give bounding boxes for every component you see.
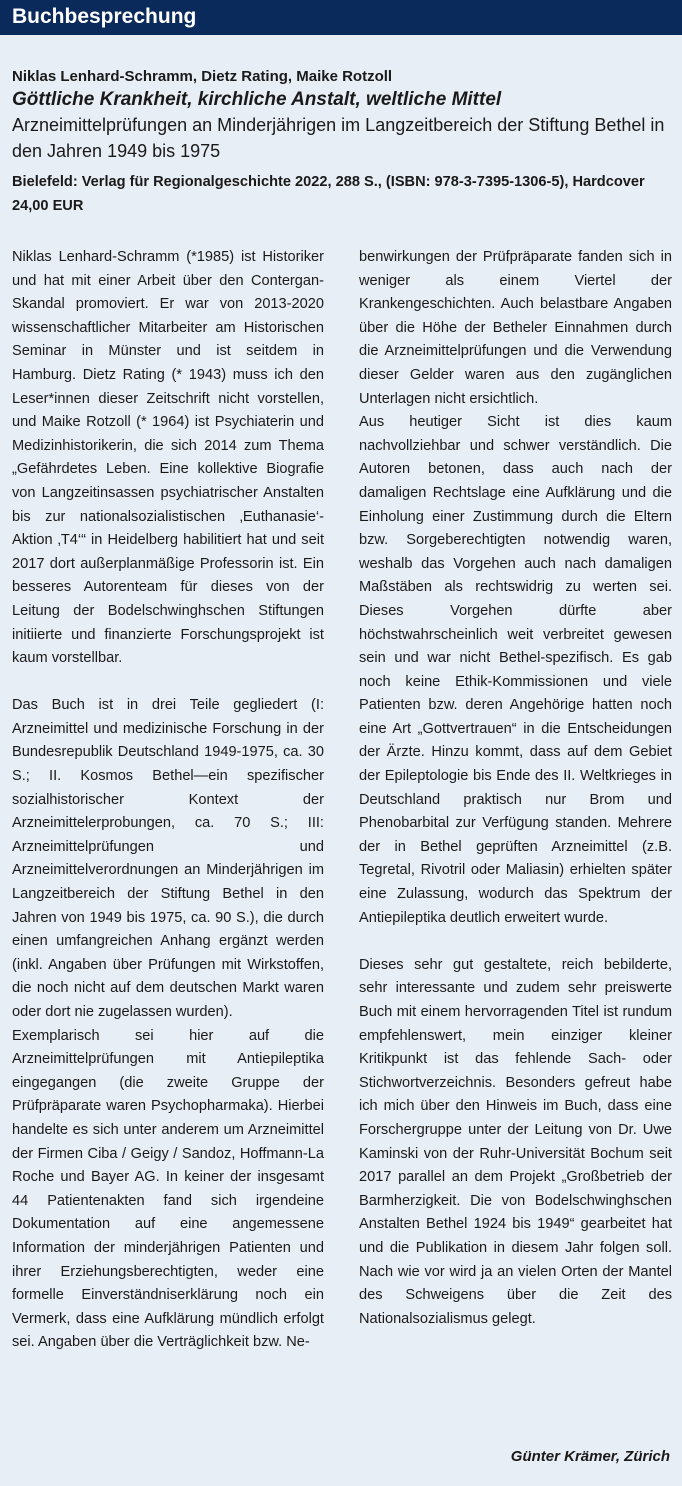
paragraph: Dieses sehr gut gestaltete, reich bebilderte, sehr interessante und zudem sehr preiswerte Buch mit einem hervorragenden Titel ist rundum empfehlenswert, mein einziger kleiner Kritikpunkt ist das fehlende Sach- oder Stichwortverzeichnis. Besonders gefreut habe ich mich über den Hinweis im Buch, dass eine Forschergruppe unter der Leitung von Dr. Uwe Kaminski von der Ruhr-Universität Bochum seit 2017 parallel an dem Projekt „Großbetrieb der Barmherzigkeit. Die von Bodelschwinghschen Anstalten Bethel 1924 bis 1949“ gearbeitet hat und die Publikation in diesem Jahr folgen soll. Nach wie vor wird ja an vielen Orten der Mantel des Schweigens über die Zeit des Nationalsozialismus gelegt. [359, 956, 672, 1327]
text-column-left [12, 246, 324, 1355]
paragraph: Aus heutiger Sicht ist dies kaum nachvollziehbar und schwer verständlich. Die Autoren betonen, dass auch nach der damaligen Rechtslage eine Aufklärung und die Einholung einer Zustimmung durch die Eltern bzw. Sorgeberechtigten notwendig waren, weshalb das Vorgehen auch nach damaligen Maßstäben als rechtswidrig zu werten sei. Dieses Vorgehen dürfte aber höchstwahrscheinlich weit verbreitet gewesen sein und war nicht Bethel-spezifisch. Es gab noch keine Ethik-Kommissionen und viele Patienten bzw. deren Angehörige hatten noch eine Art „Gottvertrauen“ in die Entscheidungen der Ärzte. Hinzu kommt, dass auf dem Gebiet der Epileptologie bis Ende des II. Weltkrieges in Deutschland praktisch nur Brom und Phenobarbital zur Verfügung standen. Mehrere der in Bethel geprüften Arzneimittel (z.B. Tegretal, Rivotril oder Maliasin) erhielten später eine Zulassung, wodurch das Spektrum der Antiepileptika deutlich erweitert wurde. [359, 414, 672, 926]
publication-info: Bielefeld: Verlag für Regionalgeschichte 2022, 288 S., (ISBN: 978-3-7395-1306-5), Hardcover 24,00 EUR [12, 174, 645, 214]
book-info [12, 66, 672, 218]
paragraph: Das Buch ist in drei Teile gegliedert (I: Arzneimittel und medizinische Forschung in der Bundesrepublik Deutschland 1949-1975, ca. 30 S.; II. Kosmos Bethel—ein spezifischer sozialhistorischer Kontext der Arzneimittelerprobungen, ca. 70 S.; III: Arzneimittelprüfungen und Arzneimittelverordnungen an Minderjährigen im Langzeitbereich der Stiftung Bethel in den Jahren von 1949 bis 1975, ca. 90 S.), die durch einen umfangreichen Anhang ergänzt werden (inkl. Angaben über Prüfungen mit Wirkstoffen, die noch nicht auf dem deutschen Markt waren oder dort nie zugelassen wurden). [12, 697, 324, 1020]
reviewer-signature: Günter Krämer, Zürich [510, 1448, 670, 1465]
paragraph: benwirkungen der Prüfpräparate fanden sich in weniger als einem Viertel der Krankengeschichten. Auch belastbare Angaben über die Höhe der Betheler Einnahmen durch die Arzneimittelprüfungen und die Verwendung dieser Gelder waren aus den zugänglichen Unterlagen nicht ersichtlich. [359, 249, 672, 407]
text-column-right [359, 246, 672, 1331]
section-header [0, 0, 682, 35]
book-subtitle: Arzneimittelprüfungen an Minderjährigen im Langzeitbereich der Stiftung Bethel in den Jahren 1949 bis 1975 [12, 115, 665, 161]
paragraph: Exemplarisch sei hier auf die Arzneimittelprüfungen mit Antiepileptika eingegangen (die zweite Gruppe der Prüfpräparate waren Psychopharmaka). Hierbei handelte es sich unter anderem um Arzneimittel der Firmen Ciba / Geigy / Sandoz, Hoffmann-La Roche und Bayer AG. In keiner der insgesamt 44 Patientenakten fand sich irgendeine Dokumentation auf eine angemessene Information der minderjährigen Patienten und ihrer Erziehungsberechtigten, weder eine formelle Einverständniserklärung noch ein Vermerk, dass eine Aufklärung mündlich erfolgt sei. Angaben über die Verträglichkeit bzw. Ne- [12, 1027, 324, 1351]
section-label: Buchbesprechung [12, 5, 197, 28]
book-authors: Niklas Lenhard-Schramm, Dietz Rating, Maike Rotzoll [12, 68, 393, 85]
paragraph: Niklas Lenhard-Schramm (*1985) ist Historiker und hat mit einer Arbeit über den Contergan-Skandal promoviert. Er war von 2013-2020 wissenschaftlicher Mitarbeiter am Historischen Seminar in Münster und ist seitdem in Hamburg. Dietz Rating (* 1943) muss ich den Leser*innen dieser Zeitschrift nicht vorstellen, und Maike Rotzoll (* 1964) ist Psychiaterin und Medizinhistorikerin, die sich 2014 zum Thema „Gefährdetes Leben. Eine kollektive Biografie von Langzeitinsassen psychiatrischer Anstalten bis zur nationalsozialistischen ‚Euthanasie‘-Aktion ‚T4‘“ in Heidelberg habilitiert hat und seit 2017 dort außerplanmäßige Professorin ist. Ein besseres Autorenteam für dieses von der Leitung der Bodelschwinghschen Stiftungen initiierte und finanzierte Forschungsprojekt ist kaum vorstellbar. [12, 249, 324, 667]
book-title: Göttliche Krankheit, kirchliche Anstalt, weltliche Mittel [12, 89, 502, 110]
